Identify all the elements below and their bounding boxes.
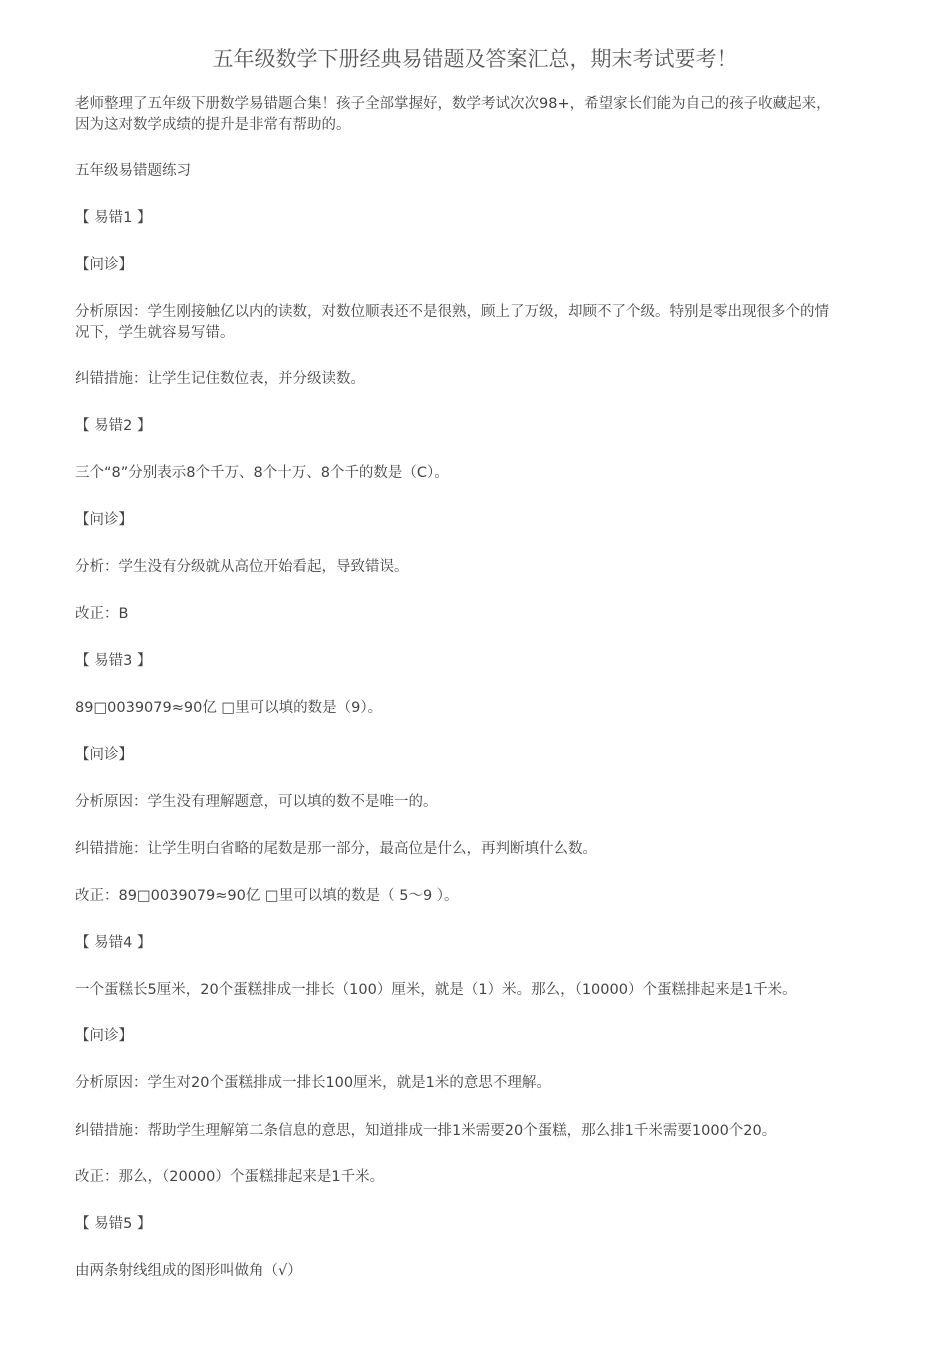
- correction-measure: 纠错措施：帮助学生理解第二条信息的意思，知道排成一排1米需要20个蛋糕，那么排1千米需要1000个20。: [75, 1123, 777, 1139]
- intro-paragraph: [75, 94, 885, 136]
- mistake-heading-5: 【 易错5 】: [75, 1216, 152, 1232]
- correction-text: 改正：89□0039079≈90亿 □里可以填的数是（ 5～9 ）。: [75, 888, 459, 904]
- intro-line-1: 老师整理了五年级下册数学易错题合集！孩子全部掌握好，数学考试次次98+，希望家长们能为自己的孩子收藏起来，: [75, 96, 831, 112]
- analysis-text: 分析原因：学生没有理解题意，可以填的数不是唯一的。: [75, 794, 438, 810]
- diagnosis-heading: 【问诊】: [75, 747, 133, 763]
- analysis-paragraph: [75, 302, 885, 344]
- question-text: 三个“8”分别表示8个千万、8个十万、8个千的数是（C）。: [75, 465, 449, 481]
- analysis-text: 分析原因：学生对20个蛋糕排成一排长100厘米，就是1米的意思不理解。: [75, 1075, 551, 1091]
- correction-text: 改正：B: [75, 606, 129, 622]
- mistake-heading-3: 【 易错3 】: [75, 653, 152, 669]
- diagnosis-heading: 【问诊】: [75, 1028, 133, 1044]
- analysis-line-1: 分析原因：学生刚接触亿以内的读数，对数位顺表还不是很熟，顾上了万级，却顾不了个级。特别是零出现很多个的情: [75, 304, 829, 320]
- section-heading: 五年级易错题练习: [75, 163, 191, 179]
- mistake-heading-1: 【 易错1 】: [75, 210, 152, 226]
- correction-measure: 纠错措施：让学生记住数位表，并分级读数。: [75, 371, 365, 387]
- correction-measure: 纠错措施：让学生明白省略的尾数是那一部分，最高位是什么，再判断填什么数。: [75, 841, 597, 857]
- intro-line-2: 因为这对数学成绩的提升是非常有帮助的。: [75, 117, 351, 133]
- mistake-heading-2: 【 易错2 】: [75, 418, 152, 434]
- question-text: 89□0039079≈90亿 □里可以填的数是（9）。: [75, 700, 383, 716]
- question-text: 一个蛋糕长5厘米，20个蛋糕排成一排长（100）厘米，就是（1）米。那么，（10000）个蛋糕排起来是1千米。: [75, 982, 797, 998]
- correction-text: 改正：那么，（20000）个蛋糕排起来是1千米。: [75, 1169, 385, 1185]
- question-text: 由两条射线组成的图形叫做角（√）: [75, 1263, 302, 1279]
- analysis-text: 分析：学生没有分级就从高位开始看起，导致错误。: [75, 559, 409, 575]
- diagnosis-heading: 【问诊】: [75, 257, 133, 273]
- diagnosis-heading: 【问诊】: [75, 512, 133, 528]
- page-title: 五年级数学下册经典易错题及答案汇总，期末考试要考！: [212, 47, 738, 71]
- mistake-heading-4: 【 易错4 】: [75, 935, 152, 951]
- analysis-line-2: 况下，学生就容易写错。: [75, 325, 235, 341]
